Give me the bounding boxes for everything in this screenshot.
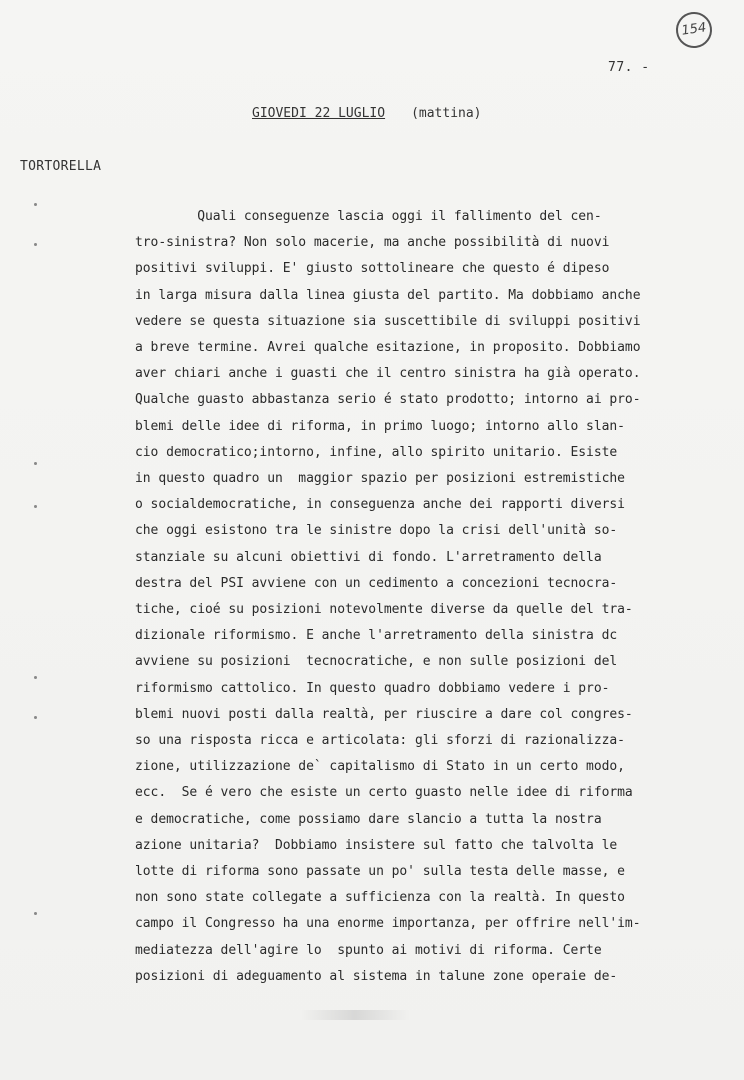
body-line: tro-sinistra? Non solo macerie, ma anche possibilità di nuovi bbox=[135, 235, 610, 251]
page-number: 77. - bbox=[608, 60, 650, 75]
margin-mark bbox=[34, 716, 37, 719]
heading-date: GIOVEDI 22 LUGLIO bbox=[252, 106, 386, 121]
body-line: e democratiche, come possiamo dare slancio a tutta la nostra bbox=[135, 811, 602, 827]
body-line: cio democratico;intorno, infine, allo spirito unitario. Esiste bbox=[135, 444, 618, 460]
body-line: posizioni di adeguamento al sistema in talune zone operaie de- bbox=[135, 968, 618, 984]
body-line: azione unitaria? Dobbiamo insistere sul fatto che talvolta le bbox=[135, 837, 618, 853]
margin-mark bbox=[34, 505, 37, 508]
margin-mark bbox=[34, 462, 37, 465]
margin-mark bbox=[34, 676, 37, 679]
body-line: Quali conseguenze lascia oggi il fallimento del cen- bbox=[135, 209, 602, 224]
archive-stamp: 154 bbox=[674, 10, 715, 51]
body-line: aver chiari anche i guasti che il centro sinistra ha già operato. bbox=[135, 366, 641, 382]
body-line: positivi sviluppi. E' giusto sottolineare che questo é dipeso bbox=[135, 261, 610, 277]
speech-body bbox=[135, 204, 715, 990]
faded-footer-mark bbox=[300, 1010, 410, 1020]
body-line: non sono state collegate a sufficienza con la realtà. In questo bbox=[135, 890, 625, 906]
body-line: mediatezza dell'agire lo spunto ai motivi di riforma. Certe bbox=[135, 942, 602, 958]
body-line: destra del PSI avviene con un cedimento a concezioni tecnocra- bbox=[135, 575, 618, 591]
body-line: so una risposta ricca e articolata: gli sforzi di razionalizza- bbox=[135, 733, 625, 749]
body-line: blemi delle idee di riforma, in primo luogo; intorno allo slan- bbox=[135, 418, 625, 434]
body-line: Qualche guasto abbastanza serio é stato prodotto; intorno ai pro- bbox=[135, 392, 641, 408]
body-line: stanziale su alcuni obiettivi di fondo. L'arretramento della bbox=[135, 549, 602, 565]
body-line: dizionale riformismo. E anche l'arretramento della sinistra dc bbox=[135, 628, 618, 644]
body-line: campo il Congresso ha una enorme importanza, per offrire nell'im- bbox=[135, 916, 641, 932]
body-line: ecc. Se é vero che esiste un certo guasto nelle idee di riforma bbox=[135, 785, 633, 801]
body-line: vedere se questa situazione sia suscettibile di sviluppi positivi bbox=[135, 313, 641, 329]
body-line: in larga misura dalla linea giusta del partito. Ma dobbiamo anche bbox=[135, 287, 641, 303]
speaker-name: TORTORELLA bbox=[20, 159, 102, 174]
heading-session: (mattina) bbox=[411, 106, 482, 121]
body-line: o socialdemocratiche, in conseguenza anche dei rapporti diversi bbox=[135, 497, 625, 513]
body-line: in questo quadro un maggior spazio per posizioni estremistiche bbox=[135, 471, 625, 487]
margin-mark bbox=[34, 203, 37, 206]
body-line: blemi nuovi posti dalla realtà, per riuscire a dare col congres- bbox=[135, 706, 633, 722]
body-line: a breve termine. Avrei qualche esitazione, in proposito. Dobbiamo bbox=[135, 340, 641, 356]
margin-mark bbox=[34, 912, 37, 915]
session-heading bbox=[252, 106, 482, 121]
body-line: zione, utilizzazione de` capitalismo di Stato in un certo modo, bbox=[135, 759, 625, 775]
body-line: riformismo cattolico. In questo quadro dobbiamo vedere i pro- bbox=[135, 680, 610, 696]
body-line: avviene su posizioni tecnocratiche, e non sulle posizioni del bbox=[135, 654, 618, 670]
body-line: che oggi esistono tra le sinistre dopo la crisi dell'unità so- bbox=[135, 523, 618, 539]
body-line: tiche, cioé su posizioni notevolmente diverse da quelle del tra- bbox=[135, 602, 633, 618]
body-line: lotte di riforma sono passate un po' sulla testa delle masse, e bbox=[135, 864, 625, 880]
margin-mark bbox=[34, 243, 37, 246]
